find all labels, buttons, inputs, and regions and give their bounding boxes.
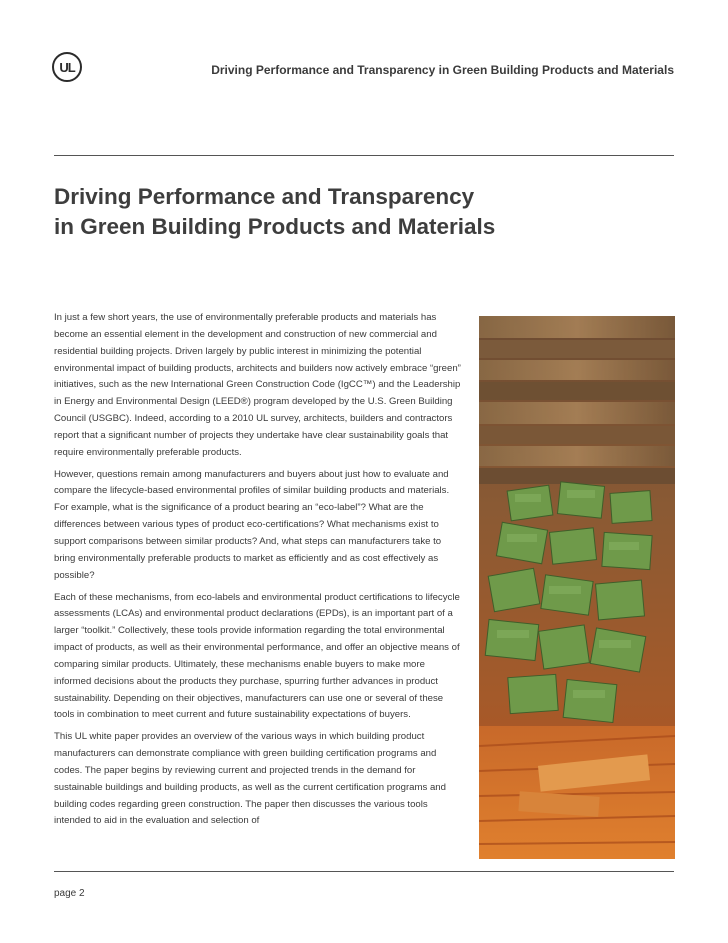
paragraph: However, questions remain among manufacturers and buyers about just how to evaluate and compare the lifecycle-based environmental profiles of similar building products and materials. For example, what is the significance of a product bearing an “eco-label”? What are the differences between various types of product eco-certifications? What mechanisms exist to support comparisons between similar products? And, what steps can manufacturers take to bring environmentally preferable products to market as efficiently and as cost effectively as possible? [54,468,450,581]
footer-divider [54,871,674,872]
lumber-stack-photo [479,316,675,859]
running-header: Driving Performance and Transparency in Green Building Products and Materials [211,63,674,77]
page-title [54,182,495,242]
paragraph: Each of these mechanisms, from eco-labels and environmental product certifications to lifecycle assessments (LCAs) and environmental product declarations (EPDs), is an important part of a larger “toolkit.” Collectively, these tools provide information regarding the total environmental impact of products, as well as their environmental performance, and offer an objective means of comparing similar products. Ultimately, these mechanisms enable buyers to make more informed decisions about the products they purchase, spurring further advances in product sustainability. Depending on their objectives, manufacturers can use one or several of these tools in combination to meet current and future sustainability expectations of buyers. [54,591,460,721]
lumber-stack-illustration [479,316,675,859]
paragraph: In just a few short years, the use of environmentally preferable products and materials has become an essential element in the development and construction of new commercial and residential building projects. Driven largely by public interest in minimizing the potential environmental impact of building products, architects and builders now actively embrace “green” initiatives, such as the new International Green Construction Code (IgCC™) and the Leadership in Energy and Environmental Design (LEED®) program developed by the U.S. Green Building Council (USGBC). Indeed, according to a 2010 UL survey, architects, builders and contractors report that a significant number of projects they undertake have clear sustainability goals that require environmentally preferable products. [54,312,461,458]
body-text [54,310,462,835]
page-title-line-1: Driving Performance and Transparency [54,184,475,209]
paragraph: This UL white paper provides an overview of the various ways in which building product manufacturers can demonstrate compliance with green building certification programs and codes. The paper begins by reviewing current and projected trends in the demand for sustainable buildings and building products, as well as the current certification programs and building codes regarding green construction. The paper then discusses the various tools intended to aid in the evaluation and selection of [54,731,446,827]
header-divider [54,155,674,156]
page-title-line-2: in Green Building Products and Materials [54,214,496,239]
ul-logo-text: UL [59,59,75,75]
ul-logo [52,52,82,82]
page-number: page 2 [54,888,85,899]
